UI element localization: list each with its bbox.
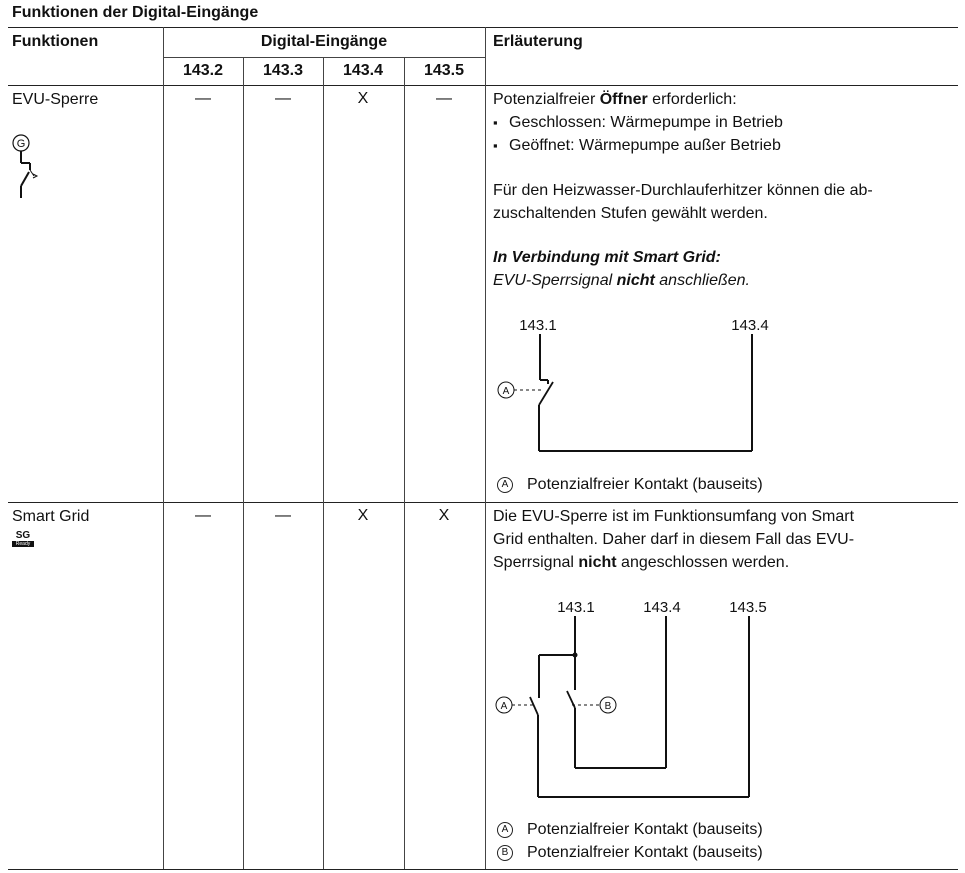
sg-legend-b-text: Potenzialfreier Kontakt (bauseits) [527,844,763,861]
sg-expl-line3-bold: nicht [578,554,617,571]
sg-expl-line3-post: angeschlossen werden. [616,554,790,571]
sg-terminal-1431: 143.1 [557,599,595,616]
sg-contact-b-label: B [604,701,612,712]
sg-legend-b-marker: B [497,845,513,861]
sg-legend-b [495,844,763,862]
evu-expl-p1-post: erforderlich: [647,91,737,108]
col-divider-1434 [404,57,405,869]
evu-lock-icon [10,132,44,200]
evu-bullet-closed: ▪ Geschlossen: Wärmepumpe in Betrieb [493,111,783,134]
sg-wiring-diagram [490,594,790,806]
row-name-evu-sperre: EVU-Sperre [12,91,99,108]
header-functions: Funktionen [12,33,99,50]
page-title: Funktionen der Digital-Eingänge [12,4,259,21]
header-code-1435: 143.5 [423,62,465,79]
col-divider-functions [163,27,164,869]
sg-icon-sub: Ready [12,541,34,547]
header-explanation: Erläuterung [493,33,583,50]
sg-terminal-1435: 143.5 [729,599,767,616]
sg-expl-line3-pre: Sperrsignal [493,554,579,571]
col-divider-1433 [323,57,324,869]
subheader-rule [163,57,485,58]
evu-bullet-open: ▪ Geöffnet: Wärmepumpe außer Betrieb [493,134,781,157]
evu-expl-p1-pre: Potenzialfreier [493,91,600,108]
evu-contact-a-label: A [502,386,510,397]
sg-icon-text: SG [15,530,31,541]
sg-contact-a-label: A [500,701,508,712]
header-code-1433: 143.3 [262,62,304,79]
header-bottom-rule [8,85,958,86]
evu-terminal-1431: 143.1 [519,317,557,334]
sg-mark-1434: X [357,507,369,524]
evu-expl-p3 [493,269,750,292]
evu-mark-1435: — [436,90,452,107]
sg-legend-a-marker: A [497,822,513,838]
evu-legend-a-marker: A [497,477,513,493]
evu-legend-a-text: Potenzialfreier Kontakt (bauseits) [527,476,763,493]
evu-terminal-1434: 143.4 [731,317,769,334]
evu-mark-1433: — [275,90,291,107]
col-divider-1432 [243,57,244,869]
row-divider [8,502,958,503]
evu-expl-p1-bold: Öffner [599,91,648,108]
evu-wiring-diagram [490,312,790,462]
evu-mark-1434: X [357,90,369,107]
evu-expl-p3-bold: nicht [616,272,655,289]
evu-expl-p3-post: anschließen. [654,272,750,289]
sg-expl-line2: Grid enthalten. Daher darf in diesem Fall das EVU- [493,531,855,548]
evu-icon-letter: G [16,138,26,150]
evu-mark-1432: — [195,90,211,107]
evu-expl-p2-line1: Für den Heizwasser-Durchlauferhitzer können die ab- [493,182,873,199]
sg-mark-1433: — [275,507,291,524]
col-divider-inputs [485,27,486,869]
table-bottom-rule [8,869,958,870]
header-digital-inputs: Digital-Eingänge [260,33,388,50]
evu-expl-smart-grid-heading: In Verbindung mit Smart Grid: [493,249,721,266]
sg-ready-icon [12,531,34,547]
row-name-smart-grid: Smart Grid [12,508,90,525]
evu-expl-p2-line2: zuschaltenden Stufen gewählt werden. [493,205,768,222]
sg-legend-a [495,821,763,839]
header-code-1434: 143.4 [342,62,384,79]
table-top-rule [8,27,958,28]
sg-mark-1435: X [438,507,450,524]
header-code-1432: 143.2 [182,62,224,79]
sg-expl-line1: Die EVU-Sperre ist im Funktionsumfang von Smart [493,508,855,525]
evu-expl-p1 [493,88,737,111]
sg-expl-line3 [493,551,789,574]
sg-legend-a-text: Potenzialfreier Kontakt (bauseits) [527,821,763,838]
sg-mark-1432: — [195,507,211,524]
evu-legend-a [495,476,763,494]
sg-terminal-1434: 143.4 [643,599,681,616]
evu-expl-p3-pre: EVU-Sperrsignal [493,272,617,289]
